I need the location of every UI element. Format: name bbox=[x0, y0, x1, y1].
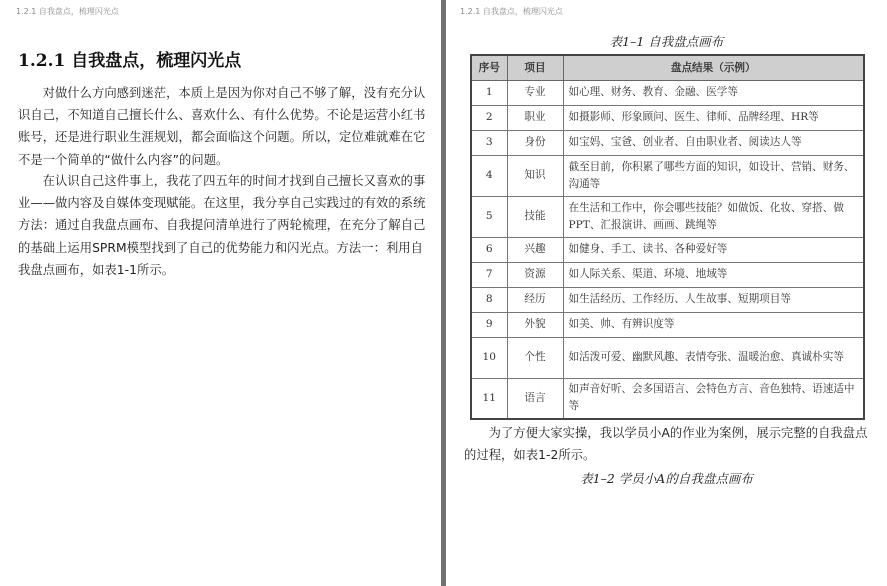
table-row bbox=[471, 155, 864, 196]
cell-result: 截至目前，你积累了哪些方面的知识，如设计、营销、财务、沟通等 bbox=[563, 155, 864, 196]
cell-result: 如健身、手工、读书、各种爱好等 bbox=[563, 237, 864, 262]
table-row bbox=[471, 337, 864, 378]
left-page bbox=[0, 0, 441, 586]
cell-item: 知识 bbox=[507, 155, 563, 196]
table-row bbox=[471, 130, 864, 155]
cell-item: 专业 bbox=[507, 80, 563, 105]
running-header: 1.2.1 自我盘点，梳理闪光点 bbox=[16, 7, 119, 16]
cell-item: 资源 bbox=[507, 262, 563, 287]
paragraph-text: 为了方便大家实操，我以学员小A的作业为案例，展示完整的自我盘点的过程，如表1-2所示。 bbox=[464, 426, 868, 463]
running-header: 1.2.1 自我盘点，梳理闪光点 bbox=[460, 7, 563, 16]
cell-no: 1 bbox=[471, 80, 507, 105]
table-row bbox=[471, 378, 864, 419]
cell-no: 8 bbox=[471, 287, 507, 312]
cell-no: 4 bbox=[471, 155, 507, 196]
cell-result: 在生活和工作中，你会哪些技能？如做饭、化妆、穿搭、做PPT、汇报演讲、画画、跳绳等 bbox=[563, 196, 864, 237]
cell-no: 5 bbox=[471, 196, 507, 237]
cell-item: 职业 bbox=[507, 105, 563, 130]
cell-result: 如美、帅、有辨识度等 bbox=[563, 312, 864, 337]
cell-no: 2 bbox=[471, 105, 507, 130]
cell-no: 6 bbox=[471, 237, 507, 262]
table-row bbox=[471, 312, 864, 337]
cell-item: 个性 bbox=[507, 337, 563, 378]
body-paragraph-1 bbox=[18, 82, 428, 171]
table-row bbox=[471, 105, 864, 130]
table-row bbox=[471, 196, 864, 237]
cell-result: 如宝妈、宝爸、创业者、自由职业者、阅读达人等 bbox=[563, 130, 864, 155]
header-no: 序号 bbox=[471, 55, 507, 80]
cell-result: 如人际关系、渠道、环境、地域等 bbox=[563, 262, 864, 287]
cell-item: 身份 bbox=[507, 130, 563, 155]
header-result: 盘点结果（示例） bbox=[563, 55, 864, 80]
cell-no: 11 bbox=[471, 378, 507, 419]
paragraph-text: 对做什么方向感到迷茫，本质上是因为你对自己不够了解，没有充分认识自己，不知道自己擅长什么、喜欢什么、有什么优势。不论是运营小红书账号，还是进行职业生涯规划，都会面临这个问题。所以，定位难就难在它不是一个简单的“做什么内容”的问题。 bbox=[18, 86, 426, 167]
cell-item: 兴趣 bbox=[507, 237, 563, 262]
next-table-caption: 表1–2 学员小A的自我盘点画布 bbox=[580, 471, 753, 486]
table-row bbox=[471, 80, 864, 105]
paragraph-text: 在认识自己这件事上，我花了四五年的时间才找到自己擅长又喜欢的事业——做内容及自媒体变现赋能。在这里，我分享自己实践过的有效的系统方法：通过自我盘点画布、自我提问清单进行了两轮梳理，在充分了解自己的基础上运用SPRM模型找到了自己的优势能力和闪光点。方法一：利用自我盘点画布，如表1-1所示。 bbox=[18, 174, 426, 277]
table-header-row bbox=[471, 55, 864, 80]
self-inventory-table bbox=[470, 54, 865, 420]
cell-no: 7 bbox=[471, 262, 507, 287]
cell-result: 如声音好听、会多国语言、会特色方言、音色独特、语速适中等 bbox=[563, 378, 864, 419]
cell-item: 语言 bbox=[507, 378, 563, 419]
cell-result: 如活泼可爱、幽默风趣、表情夸张、温暖治愈、真诚朴实等 bbox=[563, 337, 864, 378]
cell-no: 9 bbox=[471, 312, 507, 337]
body-paragraph-3 bbox=[464, 422, 874, 466]
cell-result: 如心理、财务、教育、金融、医学等 bbox=[563, 80, 864, 105]
table-row bbox=[471, 262, 864, 287]
cell-item: 技能 bbox=[507, 196, 563, 237]
cell-item: 外貌 bbox=[507, 312, 563, 337]
cell-item: 经历 bbox=[507, 287, 563, 312]
table-row bbox=[471, 287, 864, 312]
body-paragraph-2 bbox=[18, 170, 428, 281]
header-item: 项目 bbox=[507, 55, 563, 80]
cell-no: 3 bbox=[471, 130, 507, 155]
section-title: 1.2.1 自我盘点，梳理闪光点 bbox=[18, 51, 242, 71]
cell-no: 10 bbox=[471, 337, 507, 378]
cell-result: 如摄影师、形象顾问、医生、律师、品牌经理、HR等 bbox=[563, 105, 864, 130]
right-page bbox=[446, 0, 887, 586]
table-row bbox=[471, 237, 864, 262]
table-caption: 表1–1 自我盘点画布 bbox=[609, 34, 724, 49]
cell-result: 如生活经历、工作经历、人生故事、短期项目等 bbox=[563, 287, 864, 312]
